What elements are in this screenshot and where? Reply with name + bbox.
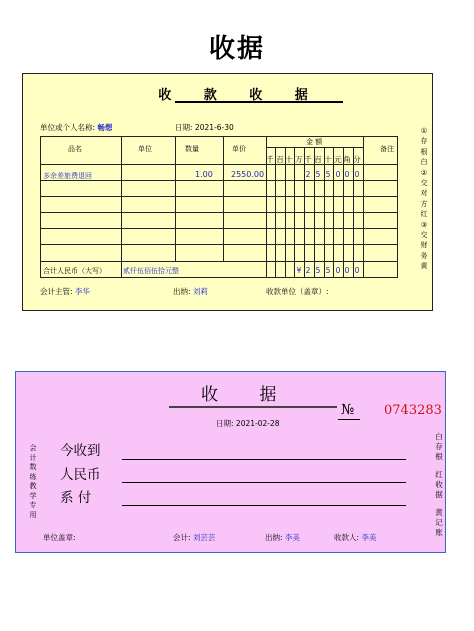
payee-label: 收款人: [334,533,360,542]
supervisor-label: 会计主管: [40,287,73,296]
side-char: 账 [435,528,443,537]
total-label: 合计人民币（大写） [43,267,106,275]
accountant-label: 会计: [173,533,191,542]
total-digit: 5 [315,266,321,275]
payer-field [40,122,112,133]
receipt2-right-side-text [434,432,444,538]
row-price: 2550.00 [231,170,265,179]
amount-digit: 0 [354,170,360,179]
side-char: 会 [29,444,37,452]
supervisor-value: 李华 [74,287,90,296]
accountant-value: 刘芸芸 [192,533,216,542]
side-char: 用 [29,510,37,519]
side-char: 红 [435,470,443,479]
receipt2-date-field [216,418,280,429]
cashier-field [173,286,208,297]
date-label: 日期: [175,123,193,132]
system-label: 系 付 [60,490,92,506]
receipt2-date-value: 2021-02-28 [235,419,280,428]
receipt-collection [22,73,433,311]
side-char: 数 [29,463,37,471]
total-digit: 0 [354,266,360,275]
cashier-label: 出纳: [173,287,191,296]
amount-digit: 2 [305,170,311,179]
side-char: 务 [420,251,428,260]
unit-seal-label: 单位盖章: [43,533,76,542]
side-char: 存 [435,442,443,451]
side-char: 黄 [435,508,443,517]
side-char: 根 [435,452,443,461]
number-symbol-underline [338,419,360,420]
side-char: 交 [420,231,428,240]
side-char: 学 [29,491,37,500]
digit-header: 分 [353,155,361,164]
side-char: 财 [420,241,428,250]
receipt2-title: 收 据 [201,385,295,405]
header-qty: 数量 [185,145,199,153]
receipt2-cashier-label: 出纳: [265,533,283,542]
amount-digit: 0 [344,170,350,179]
receipt-number: 0743283 [384,403,442,418]
payer-label: 单位或个人名称: [40,123,96,132]
receipt-general [15,371,446,553]
receipt2-cashier-value: 李美 [284,533,300,542]
side-char: 收 [435,480,443,489]
side-char: 教 [29,482,37,490]
payer-value: 畅想 [97,123,113,132]
digit-header: 百 [276,155,284,164]
header-price: 单价 [232,145,246,153]
total-digit: 0 [335,266,341,275]
seal-label: 收款单位（盖章）: [266,287,329,296]
side-char: 对 [420,189,428,198]
receipt2-date-label: 日期: [216,419,234,428]
header-item: 品名 [68,145,82,153]
page-title: 收据 [208,34,265,64]
side-char: 专 [29,501,37,509]
side-char: 据 [435,490,443,499]
side-char: ① [420,127,428,135]
digit-header: 元 [334,155,342,164]
digit-header: 万 [295,155,303,164]
total-digit: ¥ [296,266,302,275]
receipt2-cashier-field [265,532,300,543]
side-char: 练 [29,472,37,481]
side-char: 方 [420,199,428,208]
receipt2-left-side-text [28,444,38,520]
supervisor-field [40,286,90,297]
side-char: 白 [435,432,443,441]
digit-header: 十 [324,155,332,164]
date-value: 2021-6-30 [194,123,234,132]
side-char: ③ [420,220,428,229]
digit-header: 千 [304,155,312,164]
payee-value: 李美 [361,533,377,542]
receipt2-title-underline [169,406,337,408]
side-char: 交 [420,179,428,188]
side-char: 白 [420,158,428,167]
received-from-label: 今收到 [60,443,101,459]
header-unit: 单位 [138,145,152,153]
row-qty: 1.00 [195,170,213,179]
side-char: 记 [435,518,443,527]
rmb-line [122,482,406,483]
digit-header: 千 [266,155,274,164]
payee-field [334,532,376,543]
side-char: 根 [420,147,428,156]
total-digit: 5 [325,266,331,275]
amount-digit: 5 [325,170,331,179]
digit-header: 百 [314,155,322,164]
side-char: 计 [29,453,37,462]
date-field [175,122,234,133]
header-note: 备注 [380,145,394,153]
total-words: 贰仟伍佰伍拾元整 [123,267,179,275]
total-digit: 0 [344,266,350,275]
side-char: ② [420,168,428,177]
side-char: 红 [420,210,428,219]
receipt1-title-underline [175,101,343,103]
row-item: 多余差旅费退回 [43,172,92,180]
system-line [122,505,406,506]
side-char: 存 [420,137,428,146]
receipt1-side-text [418,126,430,272]
digit-header: 角 [343,155,351,164]
receipt1-title: 收 款 收 据 [158,88,322,103]
header-amount: 金 额 [306,138,323,146]
side-char: 黄 [420,262,428,271]
total-digit: 2 [305,266,311,275]
amount-digit: 5 [315,170,321,179]
cashier-value: 刘莉 [192,287,208,296]
digit-header: 十 [285,155,293,164]
number-symbol: № [341,402,355,418]
received-from-line [122,459,406,460]
rmb-label: 人民币 [60,467,101,483]
accountant-field [173,532,215,543]
amount-digit: 0 [335,170,341,179]
